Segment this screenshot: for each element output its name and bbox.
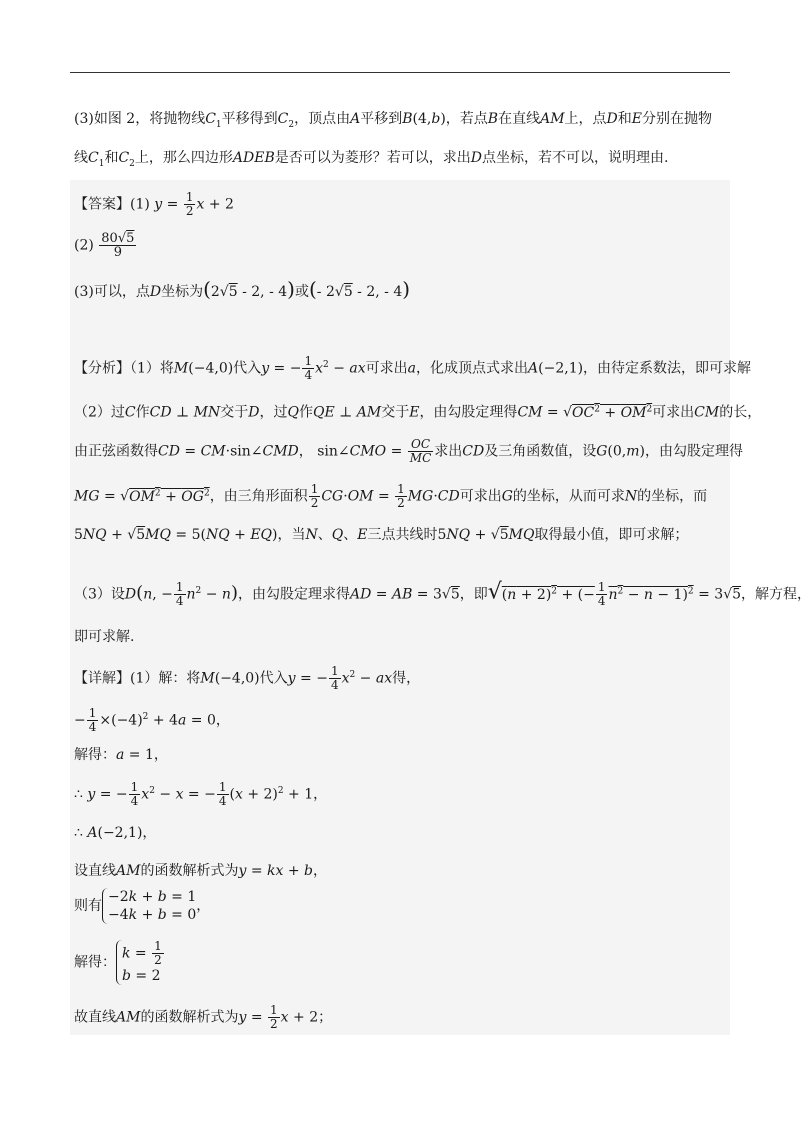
question-line-2: 线$C_1$和$C_2$上，那么四边形ADEB是否可以为菱形？若可以，求出D点坐标，若不可以，说明理由.: [74, 150, 669, 169]
answer-3: (3)可以，点D坐标为(2√5 - 2, - 4)或(- 2√5 - 2, - 4): [74, 277, 411, 301]
detail-line-9: 故直线AM的函数解析式为y = $\frac{1}{2}$ x + 2；: [74, 1003, 333, 1031]
analysis-line-3: 由正弦函数得CD = CM·sin∠CMD， sin∠CMO = $\frac{OC}{MC}$ 求出CD及三角函数值，设G(0,m)，由勾股定理得: [74, 437, 743, 465]
header-rule: [70, 72, 730, 73]
detail-line-8: 解得： k = $\frac{1}{2}$ b = 2: [74, 940, 165, 985]
detail-line-1: 【详解】(1）解：将M(−4,0)代入y = − $\frac{1}{4}$ $x^2$ − ax得，: [74, 664, 421, 693]
analysis-line-2: （2）过C作CD ⊥ MN交于D，过Q作QE ⊥ AM交于E，由勾股定理得CM = $√OC^2 + OM^2$可求出CM的长，: [74, 404, 762, 421]
question-line-1: (3)如图 2，将抛物线$C_1$平移得到$C_2$，顶点由A平移到B(4,b)，若点B在直线AM上，点D和E分别在抛物: [74, 111, 713, 130]
analysis-line-5: 5NQ + √5MQ = 5(NQ + EQ)，当N、Q、E三点共线时5NQ + √5MQ取得最小值，即可求解；: [74, 527, 689, 543]
detail-line-3: 解得：a = 1，: [74, 747, 168, 763]
answer-1: 【答案】(1) y = $\frac{1}{2}$ x + 2: [74, 190, 234, 218]
detail-line-2: − $\frac{1}{4}$ $\times(-4)^2 + 4a = 0$，: [74, 706, 230, 735]
detail-line-7: 则有 −2k + b = 1 −4k + b = 0 ，: [74, 889, 211, 923]
analysis-line-1: 【分析】（1）将M(−4,0)代入y = − $\frac{1}{4}$ $x^2$ − ax可求出a，化成顶点式求出A(−2,1)，由待定系数法，即可求解: [74, 354, 752, 383]
detail-line-4: ∴ y = − $\frac{1}{4}$ $x^2 - x$ = − $\frac{1}{4}$ $(x + 2)^2 + 1$，: [74, 780, 328, 809]
analysis-line-6: （3）设D(n, − $\frac{1}{4}$ $n^2 - n$)，由勾股定理求得AD = AB = 3√5，即$√(n + 2)^2$ + (− $\frac{1}{4}$ $n^2 - n - 1)^2 = 3√5$，解方程，: [74, 579, 811, 609]
detail-line-5: ∴ A(−2,1)，: [74, 825, 157, 841]
detail-line-6: 设直线AM的函数解析式为y = kx + b，: [74, 863, 328, 879]
analysis-line-4: MG = $√OM^2 + OG^2$，由三角形面积 $\frac{1}{2}$ CG·OM = $\frac{1}{2}$ MG·CD可求出G的坐标，从而可求N的坐标，而: [74, 482, 708, 511]
answer-2: (2) $\frac{80√5}{9}$: [74, 231, 135, 260]
analysis-line-7: 即可求解.: [74, 629, 135, 645]
